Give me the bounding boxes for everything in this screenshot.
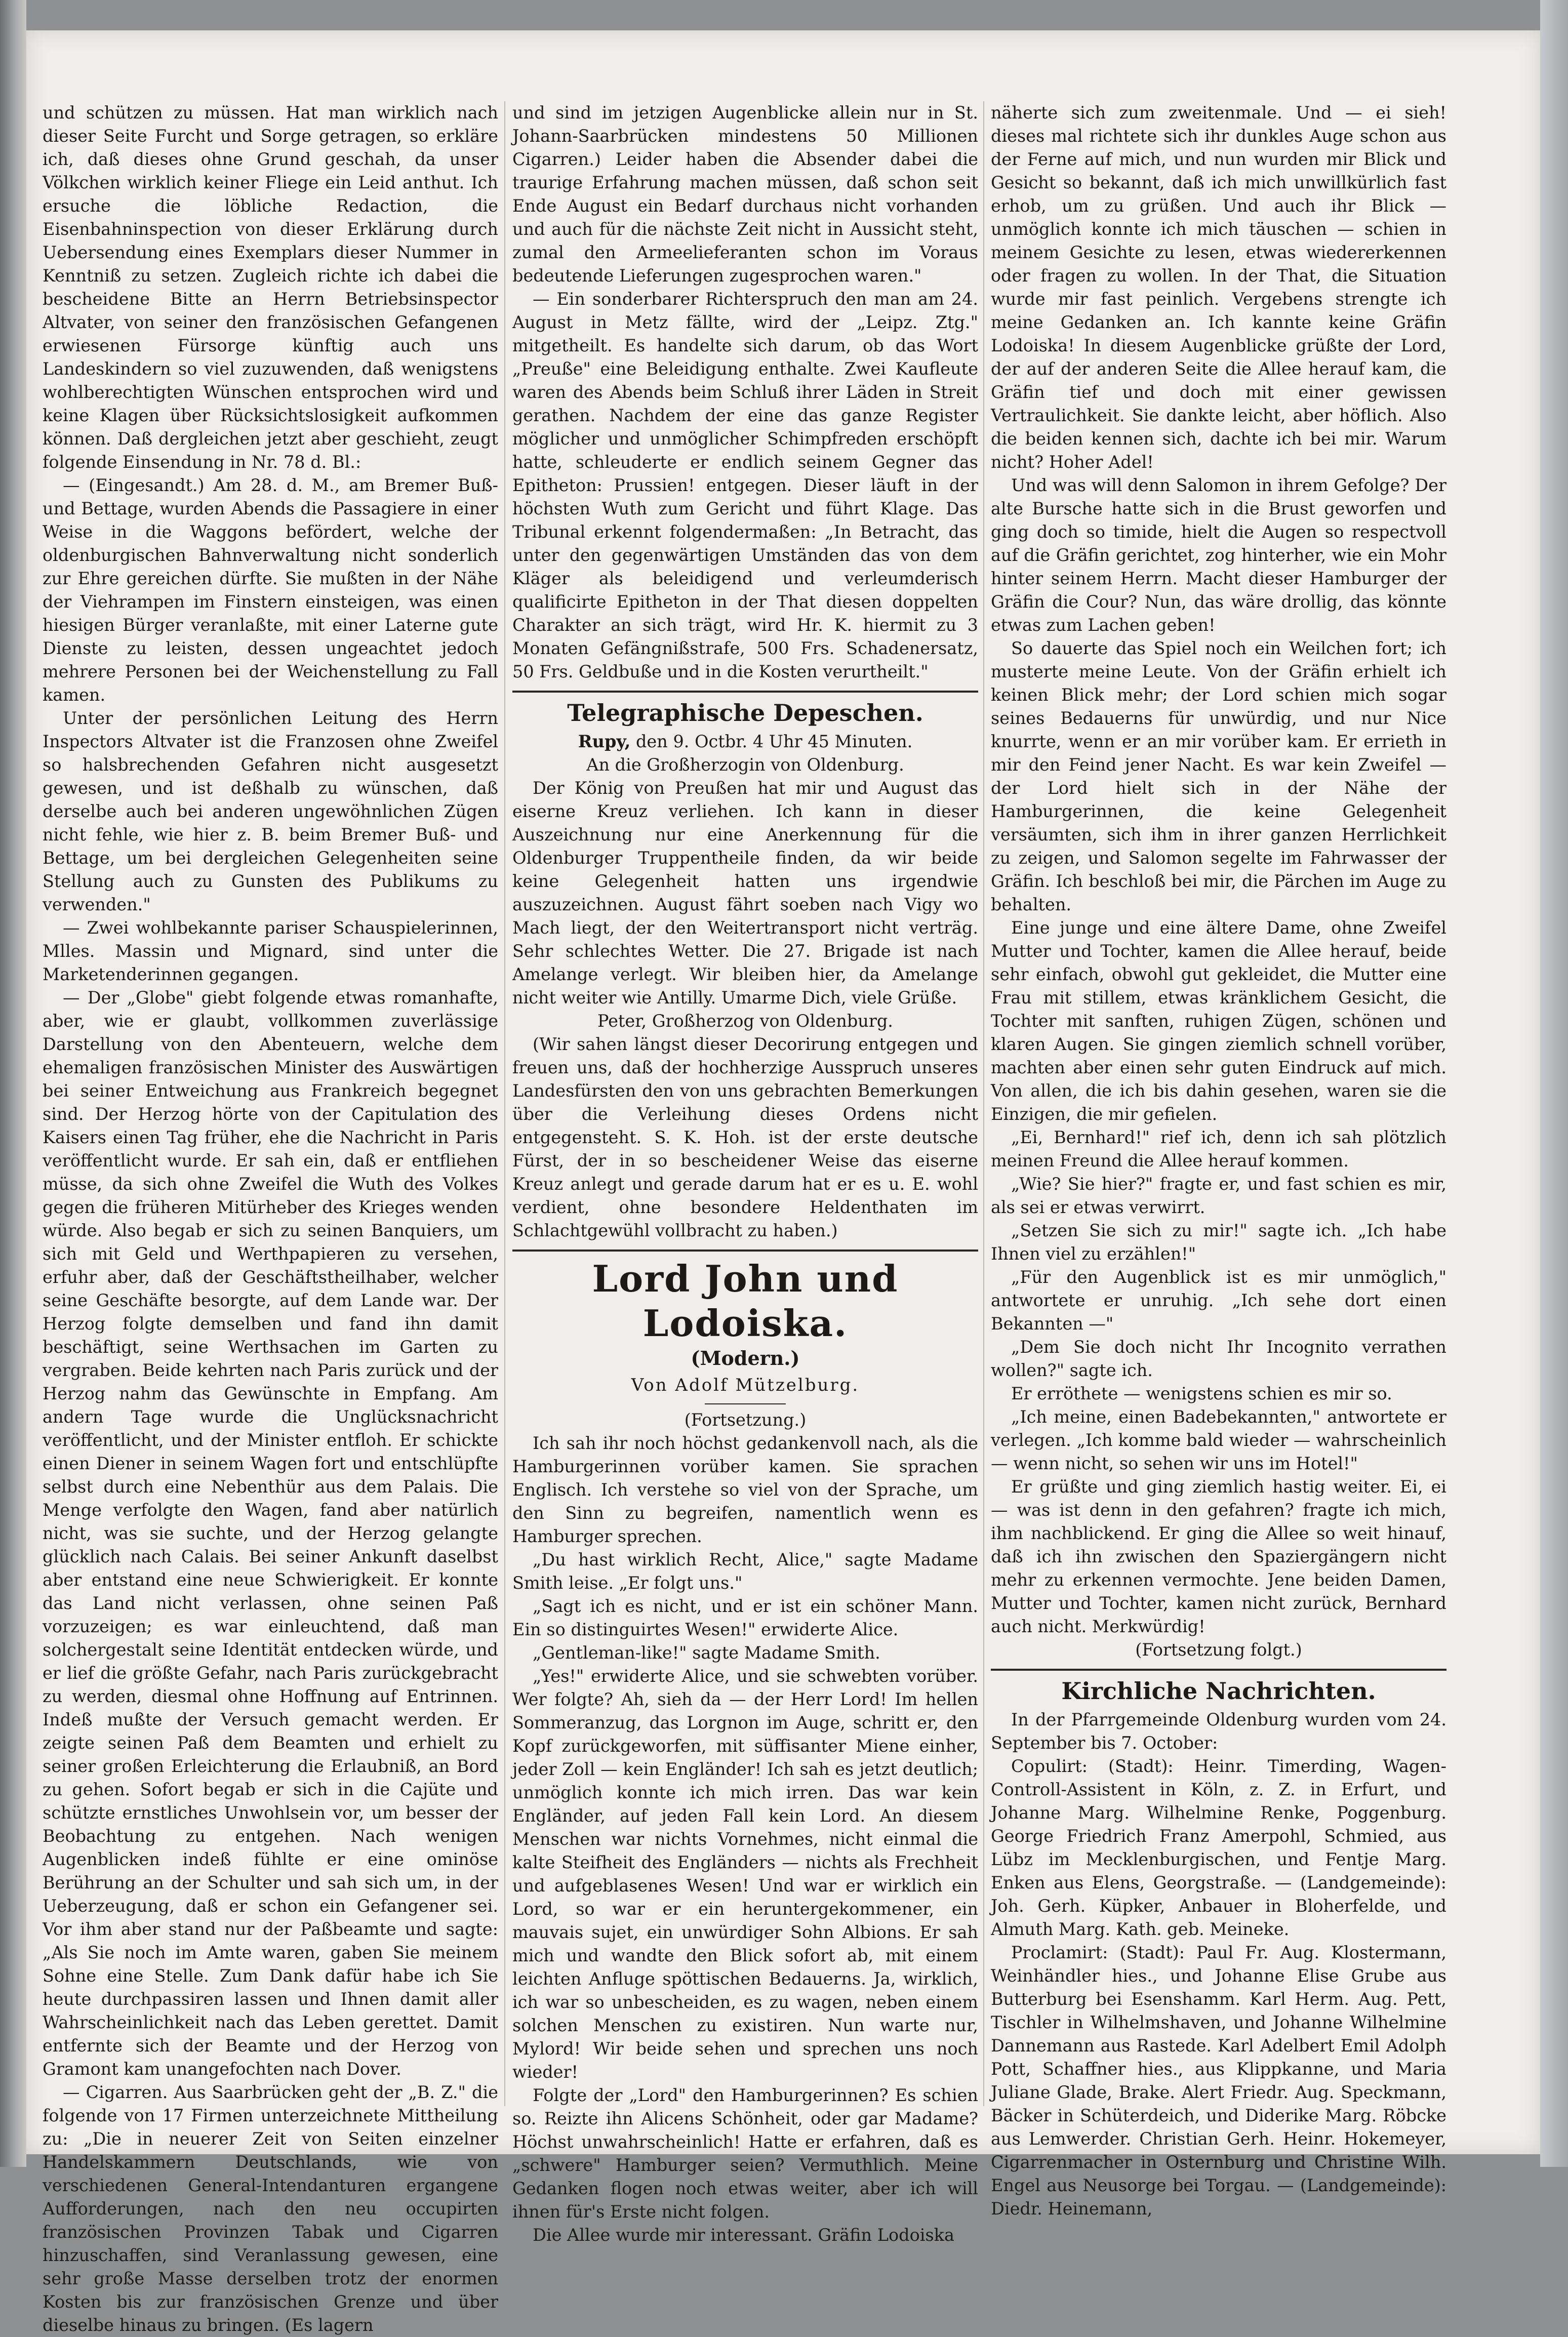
story-paragraph: „Gentleman-like!" sagte Madame Smith. — [533, 1643, 880, 1663]
column-3 — [991, 101, 1446, 2219]
newspaper-page — [26, 30, 1540, 2335]
story-paragraph: Er erröthete — wenigstens schien es mir so. — [1011, 1384, 1392, 1403]
article-paragraph: Unter der persönlichen Leitung des Herrn Inspectors Altvater ist die Franzosen ohne Zweifel so halsbrechenden Gefahren nicht ausgesetzt gewesen, und ist deßhalb zu wünschen, daß derselbe auch bei anderen ungewöhnlichen Zügen nicht fehle, wie hier z. B. beim Bremer Buß- und Bettage, um bei dergleichen Gelegenheiten seine Stellung auch zu Gunsten des Publikums zu verwenden." — [43, 708, 498, 914]
church-news-heading: Kirchliche Nachrichten. — [1061, 1677, 1376, 1705]
article-paragraph: — Ein sonderbarer Richterspruch den man am 24. August in Metz fällte, wird der „Leipz. Ztg." mitgetheilt. Es handelte sich darum, ob das Wort „Preuße" eine Beleidigung enthalte. Zwei Kaufleute waren des Abends beim Schluß ihrer Läden in Streit gerathen. Nachdem der eine das ganze Register möglicher und unmöglicher Schimpfreden erschöpft hatte, schleuderte er endlich seinem Gegner das Epitheton: Prussien! entgegen. Dieser läuft in der höchsten Wuth zum Gericht und führt Klage. Das Tribunal erkennt folgendermaßen: „In Betracht, das unter den gegenwärtigen Umständen das von dem Kläger als beleidigend und verleumderisch qualificirte Epitheton in der That diesen doppelten Charakter an sich trägt, wird Hr. K. hiermit zu 3 Monaten Gefängnißstrafe, 500 Frs. Schadenersatz, 50 Frs. Geldbuße und in die Kosten verurtheilt." — [512, 289, 978, 681]
story-paragraph: „Setzen Sie sich zu mir!" sagte ich. „Ich habe Ihnen viel zu erzählen!" — [991, 1221, 1446, 1264]
church-copulirt: Copulirt: (Stadt): Heinr. Timerding, Wagen-Controll-Assistent in Köln, z. Z. in Erfurt, und Johanne Marg. Wilhelmine Renke, Poggenburg. George Friedrich Franz Amerpohl, Schmied, aus Lübz im Mecklenburgischen, und Fentje Marg. Enken aus Elens, Georgstraße. — (Landgemeinde): Joh. Gerh. Küpker, Anbauer in Bloherfelde, und Almuth Marg. Kath. geb. Meineke. — [991, 1756, 1446, 1939]
section-rule — [991, 1669, 1446, 1671]
article-paragraph: und sind im jetzigen Augenblicke allein nur in St. Johann-Saarbrücken mindestens 50 Millionen Cigarren.) Leider haben die Absender dabei die traurige Erfahrung machen müssen, daß schon seit Ende August ein Bedarf durchaus nicht vorhanden und auch für die nächste Zeit nicht in Aussicht steht, zumal den Armeelieferanten schon im Voraus bedeutende Lieferungen zugesprochen waren." — [512, 103, 978, 286]
story-paragraph: „Für den Augenblick ist es mir unmöglich," antwortete er unruhig. „Ich sehe dort einen Bekannten —" — [991, 1267, 1446, 1334]
church-intro: In der Pfarrgemeinde Oldenburg wurden vom 24. September bis 7. October: — [991, 1710, 1446, 1753]
section-rule — [512, 691, 978, 693]
article-paragraph: und schützen zu müssen. Hat man wirklich nach dieser Seite Furcht und Sorge getragen, so erkläre ich, daß dieses ohne Grund geschah, da unser Völkchen wirklich keiner Fliege ein Leid anthut. Ich ersuche die löbliche Redaction, die Eisenbahninspection von dieser Erklärung durch Uebersendung eines Exemplars dieser Nummer in Kenntniß zu setzen. Zugleich richte ich dabei die bescheidene Bitte an Herrn Betriebsinspector Altvater, von seiner den französischen Gefangenen erwiesenen Fürsorge künftig auch uns Landeskindern so viel zuzuwenden, daß wenigstens wohlberechtigten Wünschen entsprochen wird und keine Klagen über Rücksichtslosigkeit aufkommen können. Daß dergleichen jetzt aber geschieht, zeugt folgende Einsendung in Nr. 78 d. Bl.: — [43, 103, 498, 472]
story-paragraph: Und was will denn Salomon in ihrem Gefolge? Der alte Bursche hatte sich in die Brust geworfen und ging doch so timide, hielt die Augen so respectvoll auf die Gräfin gerichtet, zog hinterher, wie ein Mohr hinter seinem Herrn. Macht dieser Hamburger der Gräfin die Cour? Nun, das wäre drollig, das könnte etwas zum Lachen geben! — [991, 475, 1446, 635]
story-paragraph: „Yes!" erwiderte Alice, und sie schwebten vorüber. Wer folgte? Ah, sieh da — der Herr Lord! Im hellen Sommeranzug, das Lorgnon im Auge, schritt er, den Kopf zurückgeworfen, mit süffisanter Miene einher, jeder Zoll — kein Engländer! Ich sah es jetzt deutlich; unmöglich konnte ich mich irren. Das war kein Engländer, auf jeden Fall kein Lord. An diesem Menschen war nichts Vornehmes, nicht einmal die kalte Steifheit des Engländers — nichts als Frechheit und aufgeblasenes Wesen! Und war er wirklich ein Lord, so war er ein heruntergekommener, ein mauvais sujet, ein unwürdiger Sohn Albions. Er sah mich und wandte den Blick sofort ab, mit einem leichten Anfluge spöttischen Bedauerns. Ja, wirklich, ich war so unbescheiden, es zu wagen, neben einem solchen Menschen zu existiren. Nun warte nur, Mylord! Wir beide sehen und sprechen uns noch wieder! — [512, 1666, 978, 2082]
story-paragraph: „Ich meine, einen Badebekannten," antwortete er verlegen. „Ich komme bald wieder — wahrscheinlich — wenn nicht, so sehen wir uns im Hotel!" — [991, 1407, 1446, 1473]
scan-left-margin — [0, 0, 26, 2167]
article-paragraph: — (Eingesandt.) Am 28. d. M., am Bremer Buß- und Bettage, wurden Abends die Passagiere in einer Weise in die Waggons befördert, welche der oldenburgischen Bahnverwaltung nicht sonderlich zur Ehre gereichen dürfte. Sie mußten in der Nähe der Viehrampen im Finstern einsteigen, was einen hiesigen Bürger veranlaßte, mit einer Laterne gute Dienste zu leisten, dessen ungeachtet jedoch mehrere Personen bei der Weichenstellung zu Fall kamen. — [43, 475, 498, 705]
telegraph-note: (Wir sahen längst dieser Decorirung entgegen und freuen uns, daß der hochherzige Ausspruch unseres Landesfürsten den von uns gebrachten Bemerkungen über die Verleihung dieses Ordens nicht entgegensteht. S. K. Hoh. ist der erste deutsche Fürst, der in so bescheidener Weise das eiserne Kreuz anlegt und gerade darum hat er es u. E. wohl verdient, ohne besondere Heldenthaten im Schlachtgewühl vollbracht zu haben.) — [512, 1034, 978, 1240]
story-paragraph: Folgte der „Lord" den Hamburgerinnen? Es schien so. Reizte ihn Alicens Schönheit, oder gar Madame? Höchst unwahrscheinlich! Hatte er erfahren, daß es „schwere" Hamburger seien? Vermuthlich. Meine Gedanken flogen noch etwas weiter, aber ich will ihnen für's Erste nicht folgen. — [512, 2085, 978, 2222]
telegraph-dateline — [512, 730, 978, 753]
column-divider — [504, 101, 505, 2106]
story-paragraph: näherte sich zum zweitenmale. Und — ei sieh! dieses mal richtete sich ihr dunkles Auge schon aus der Ferne auf mich, und nun wurden mir Blick und Gesicht so bekannt, daß ich mich unwillkürlich fast erhob, um zu grüßen. Und auch ihr Blick — unmöglich konnte ich mich täuschen — schien in meinem Gesichte zu lesen, etwas wiedererkennen oder fragen zu wollen. In der That, die Situation wurde mir fast peinlich. Vergebens strengte ich meine Gedanken an. Ich kannte keine Gräfin Lodoiska! In diesem Augenblicke grüßte der Lord, der auf der anderen Seite die Allee herauf kam, die Gräfin tief und doch mit einer gewissen Vertraulichkeit. Sie dankte leicht, aber höflich. Also die beiden kennen sich, dachte ich bei mir. Warum nicht? Hoher Adel! — [991, 103, 1446, 472]
column-1 — [43, 101, 498, 2335]
story-paragraph: „Du hast wirklich Recht, Alice," sagte Madame Smith leise. „Er folgt uns." — [512, 1550, 978, 1593]
story-paragraph: Die Allee wurde mir interessant. Gräfin Lodoiska — [533, 2225, 954, 2245]
story-continuation: (Fortsetzung.) — [684, 1410, 807, 1430]
column-divider — [983, 101, 984, 2106]
story-subtitle: (Modern.) — [691, 1347, 800, 1369]
church-proclamirt: Proclamirt: (Stadt): Paul Fr. Aug. Klostermann, Weinhändler hies., und Johanne Elise Grube aus Butterburg bei Esenshamm. Karl Herm. Aug. Pett, Tischler in Wilhelmshaven, und Johanne Wilhelmine Dannemann aus Rastede. Karl Adelbert Emil Adolph Pott, Schaffner hies., aus Klippkanne, und Maria Juliane Glade, Brake. Alert Friedr. Aug. Speckmann, Bäcker in Schüterdeich, und Diderike Marg. Röbcke aus Lemwerder. Christian Gerh. Heinr. Hokemeyer, Cigarrenmacher in Osternburg und Christine Wilh. Engel aus Neusorge bei Torgau. — (Landgemeinde): Diedr. Heinemann, — [991, 1943, 1446, 2219]
story-paragraph: „Sagt ich es nicht, und er ist ein schöner Mann. Ein so distinguirtes Wesen!" erwiderte Alice. — [512, 1596, 978, 1639]
story-paragraph: „Ei, Bernhard!" rief ich, denn ich sah plötzlich meinen Freund die Allee herauf kommen. — [991, 1127, 1446, 1171]
telegraph-place: Rupy, — [578, 732, 631, 751]
article-paragraph: — Zwei wohlbekannte pariser Schauspielerinnen, Mlles. Massin und Mignard, sind unter die Marketenderinnen gegangen. — [43, 918, 498, 984]
telegraph-heading: Telegraphische Depeschen. — [567, 699, 923, 727]
story-paragraph: „Wie? Sie hier?" fragte er, und fast schien es mir, als sei er etwas verwirrt. — [991, 1174, 1446, 1217]
story-paragraph: „Dem Sie doch nicht Ihr Incognito verrathen wollen?" sagte ich. — [991, 1337, 1446, 1380]
story-paragraph: So dauerte das Spiel noch ein Weilchen fort; ich musterte meine Leute. Von der Gräfin erhielt ich keinen Blick mehr; der Lord schien mich sogar seines Bedauerns für unwürdig, und nur Nice knurrte, wenn er an mir vorüber kam. Er errieth in mir den Feind jener Nacht. Es war kein Zweifel — der Lord hielt sich in der Nähe der Hamburgerinnen, die keine Gelegenheit versäumten, sich ihm in ihrer ganzen Herrlichkeit zu zeigen, und Salomon segelte im Fahrwasser der Gräfin. Ich beschloß bei mir, die Pärchen im Auge zu behalten. — [991, 638, 1446, 914]
story-title: Lord John und Lodoiska. — [592, 1257, 899, 1345]
telegraph-body: Der König von Preußen hat mir und August das eiserne Kreuz verliehen. Ich kann in dieser Auszeichnung nur eine Anerkennung für die Oldenburger Truppentheile finden, da wir beide keine Gelegenheit hatten uns irgendwie auszuzeichnen. August fährt soeben nach Vigy wo Mach liegt, der den Weitertransport nicht verträg. Sehr schlechtes Wetter. Die 27. Brigade ist nach Amelange verlegt. Wir bleiben hier, da Amelange nicht weiter wie Antilly. Umarme Dich, viele Grüße. — [512, 778, 978, 1008]
telegraph-signature: Peter, Großherzog von Oldenburg. — [597, 1011, 893, 1031]
telegraph-addressee: An die Großherzogin von Oldenburg. — [586, 755, 904, 775]
to-be-continued: (Fortsetzung folgt.) — [1135, 1640, 1302, 1660]
short-rule — [705, 1403, 786, 1404]
telegraph-date: den 9. Octbr. 4 Uhr 45 Minuten. — [635, 732, 913, 751]
section-rule — [512, 1250, 978, 1252]
article-paragraph: — Cigarren. Aus Saarbrücken geht der „B. Z." die folgende von 17 Firmen unterzeichnete Mittheilung zu: „Die in neuerer Zeit von Seiten einzelner Handelskammern Deutschlands, wie von verschiedenen General-Intendanturen ergangene Aufforderungen, nach den neu occupirten französischen Provinzen Tabak und Cigarren hinzuschaffen, sind Veranlassung gewesen, eine sehr große Masse derselben trotz der enormen Kosten bis zur französischen Grenze und über dieselbe hinaus zu bringen. (Es lagern — [43, 2082, 498, 2335]
story-byline: Von Adolf Mützelburg. — [631, 1375, 860, 1395]
scan-right-edge — [1540, 0, 1568, 2167]
story-paragraph: Ich sah ihr noch höchst gedankenvoll nach, als die Hamburgerinnen vorüber kamen. Sie sprachen Englisch. Ich verstehe so viel von der Sprache, um den Sinn zu begreifen, namentlich wenn es Hamburger sprechen. — [512, 1433, 978, 1546]
story-paragraph: Er grüßte und ging ziemlich hastig weiter. Ei, ei — was ist denn in den gefahren? fragte ich mich, ihm nachblickend. Er ging die Allee so weit hinauf, daß ich ihn zwischen den Spaziergängern nicht mehr zu erkennen vermochte. Jene beiden Damen, Mutter und Tochter, kamen nicht zurück, Bernhard auch nicht. Merkwürdig! — [991, 1477, 1446, 1636]
article-paragraph: — Der „Globe" giebt folgende etwas romanhafte, aber, wie er glaubt, vollkommen zuverlässige Darstellung von den Abenteuern, welche dem ehemaligen französischen Minister des Auswärtigen bei seiner Entweichung aus Frankreich begegnet sind. Der Herzog hörte von der Capitulation des Kaisers einen Tag früher, ehe die Nachricht in Paris veröffentlicht wurde. Er sah ein, daß er entfliehen müsse, da sich ohne Zweifel die Wuth des Volkes gegen die früheren Mitürheber des Krieges wenden würde. Also begab er sich zu seinen Banquiers, um sich mit Geld und Werthpapieren zu versehen, erfuhr aber, daß der Geschäftstheilhaber, welcher seine Geschäfte besorgte, auf dem Lande war. Der Herzog folgte demselben und fand ihn damit beschäftigt, seine Werthsachen im Garten zu vergraben. Beide kehrten nach Paris zurück und der Herzog nahm das Gewünschte in Empfang. Am andern Tage wurde die Unglücksnachricht veröffentlicht, und der Minister entfloh. Er schickte einen Diener in seinem Wagen fort und entschlüpfte selbst durch eine Nebenthür aus dem Palais. Die Menge verfolgte den Wagen, fand aber natürlich nicht, was sie suchte, und der Herzog gelangte glücklich nach Calais. Bei seiner Ankunft daselbst aber entstand eine neue Schwierigkeit. Er konnte das Land nicht verlassen, ohne seinen Paß vorzuzeigen; es war einleuchtend, daß man solchergestalt seine Identität entdecken würde, und er lief die größte Gefahr, nach Paris zurückgebracht zu werden, diesmal ohne Hoffnung auf Entrinnen. Indeß mußte der Versuch gemacht werden. Er zeigte seinen Paß dem Beamten und erhielt zu seiner großen Erleichterung die Erlaubniß, an Bord zu gehen. Sofort begab er sich in die Cajüte und schützte ernstliches Unwohlsein vor, um besser der Beobachtung zu entgehen. Nach wenigen Augenblicken indeß fühlte er eine ominöse Berührung an der Schulter und sah sich um, in der Ueberzeugung, daß er schon ein Gefangener sei. Vor ihm aber stand nur der Paßbeamte und sagte: „Als Sie noch im Amte waren, gaben Sie meinem Sohne eine Stelle. Zum Dank dafür habe ich Sie heute durchpassiren lassen und Ihnen damit aller Wahrscheinlichkeit nach das Leben gerettet. Damit entfernte sich der Beamte und der Herzog von Gramont kam unangefochten nach Dover. — [43, 988, 498, 2079]
column-2 — [512, 101, 978, 2245]
story-paragraph: Eine junge und eine ältere Dame, ohne Zweifel Mutter und Tochter, kamen die Allee herauf, beide sehr einfach, obwohl gut gekleidet, die Mutter eine Frau mit stillem, etwas kränklichem Gesicht, die Tochter mit sanften, ruhigen Zügen, schönen und klaren Augen. Sie gingen ziemlich schnell vorüber, machten aber einen sehr guten Eindruck auf mich. Von allen, die ich bis dahin gesehen, waren sie die Einzigen, die mir gefielen. — [991, 918, 1446, 1124]
